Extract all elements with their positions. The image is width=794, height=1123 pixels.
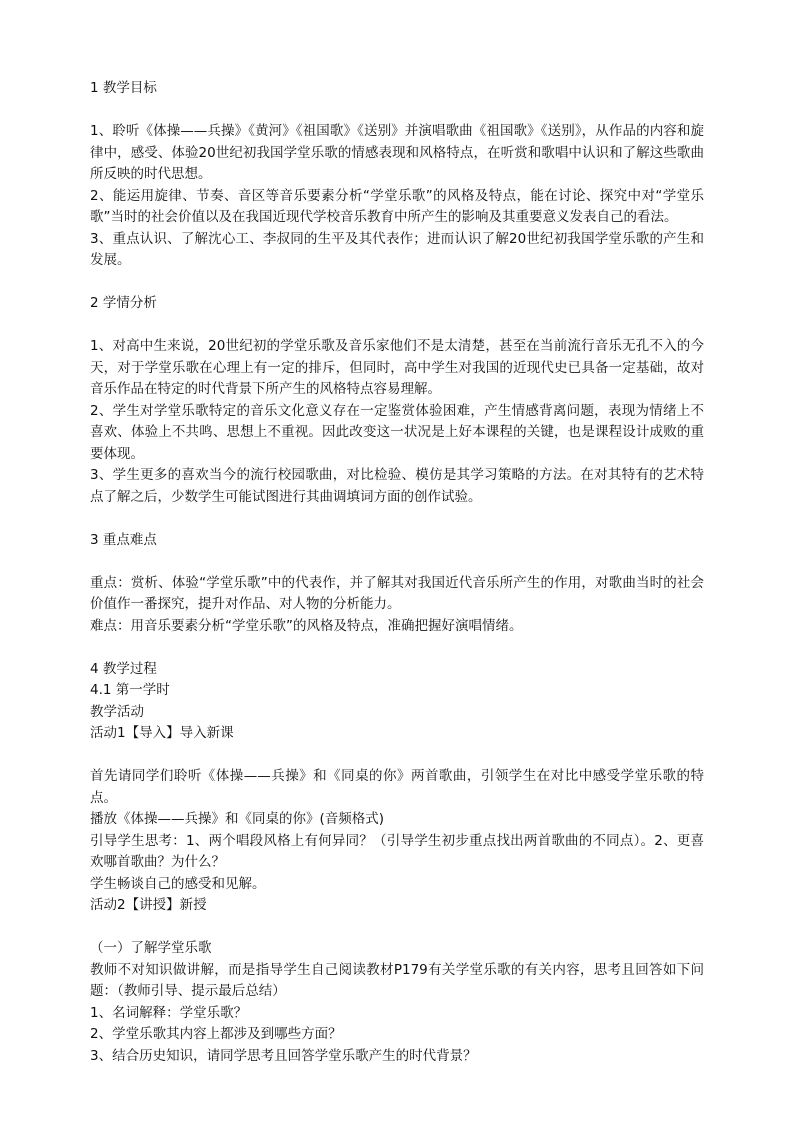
paragraph: 1、聆听《体操——兵操》《黄河》《祖国歌》《送别》并演唱歌曲《祖国歌》《送别》，从作品的内容和旋律中，感受、体验20世纪初我国学堂乐歌的情感表现和风格特点，在听赏和歌唱中认识和了解这些歌曲所反映的时代思想。: [90, 123, 704, 182]
paragraph: 难点：用音乐要素分析“学堂乐歌”的风格及特点，准确把握好演唱情绪。: [90, 617, 523, 634]
paragraph: 重点：赏析、体验“学堂乐歌”中的代表作，并了解其对我国近代音乐所产生的作用，对歌曲当时的社会价值作一番探究，提升对作品、对人物的分析能力。: [90, 574, 704, 612]
paragraph: 2、学生对学堂乐歌特定的音乐文化意义存在一定鉴赏体验困难，产生情感背离问题，表现为情绪上不喜欢、体验上不共鸣、思想上不重视。因此改变这一状况是上好本课程的关键，也是课程设计成败的重要体现。: [90, 402, 704, 462]
list-item: 3、结合历史知识，请同学思考且回答学堂乐歌产生的时代背景？: [90, 1047, 477, 1064]
paragraph: 2、能运用旋律、节奏、音区等音乐要素分析“学堂乐歌”的风格及特点，能在讨论、探究中对“学堂乐歌”当时的社会价值以及在我国近现代学校音乐教育中所产生的影响及其重要意义发表自己的看法。: [90, 187, 704, 225]
activity-label: 教学活动: [90, 703, 144, 720]
paragraph: 学生畅谈自己的感受和见解。: [90, 875, 266, 892]
section-student-analysis: [90, 293, 704, 508]
section-teaching-goals: [90, 78, 704, 272]
section-key-difficult-points: [90, 530, 704, 638]
paragraph: 3、重点认识、了解沈心工、李叔同的生平及其代表作；进而认识了解20世纪初我国学堂乐歌的产生和发展。: [90, 230, 704, 268]
document-body: [90, 78, 704, 1067]
section-heading: 3 重点难点: [90, 531, 157, 548]
part-title: （一）了解学堂乐歌: [90, 940, 212, 956]
paragraph: 首先请同学们聆听《体操——兵操》和《同桌的你》两首歌曲，引领学生在对比中感受学堂乐歌的特点。: [90, 768, 704, 806]
activity-title: 活动1【导入】导入新课: [90, 725, 234, 741]
section-heading: 4 教学过程: [90, 660, 157, 677]
section-heading: 1 教学目标: [90, 80, 157, 96]
section-teaching-process: [90, 659, 704, 1068]
section-heading: 2 学情分析: [90, 295, 157, 311]
paragraph: 1、对高中生来说，20世纪初的学堂乐歌及音乐家他们不是太清楚，甚至在当前流行音乐无孔不入的今天，对于学堂乐歌在心理上有一定的排斥，但同时，高中学生对我国的近现代史已具备一定基础，故对音乐作品在特定的时代背景下所产生的风格特点容易理解。: [90, 338, 704, 397]
paragraph: 引导学生思考：1、两个唱段风格上有何异同？（引导学生初步重点找出两首歌曲的不同点）。2、更喜欢哪首歌曲？为什么？: [90, 832, 704, 870]
list-item: 1、名词解释：学堂乐歌？: [90, 1004, 248, 1021]
paragraph: 播放《体操——兵操》和《同桌的你》(音频格式): [90, 811, 385, 827]
sub-heading: 4.1 第一学时: [90, 682, 170, 698]
list-item: 2、学堂乐歌其内容上都涉及到哪些方面？: [90, 1026, 342, 1042]
paragraph: 3、学生更多的喜欢当今的流行校园歌曲，对比检验、模仿是其学习策略的方法。在对其特有的艺术特点了解之后，少数学生可能试图进行其曲调填词方面的创作试验。: [90, 467, 704, 505]
paragraph: 教师不对知识做讲解，而是指导学生自己阅读教材P179有关学堂乐歌的有关内容，思考且回答如下问题：（教师引导、提示最后总结）: [90, 961, 704, 999]
activity-title: 活动2【讲授】新授: [90, 897, 207, 913]
